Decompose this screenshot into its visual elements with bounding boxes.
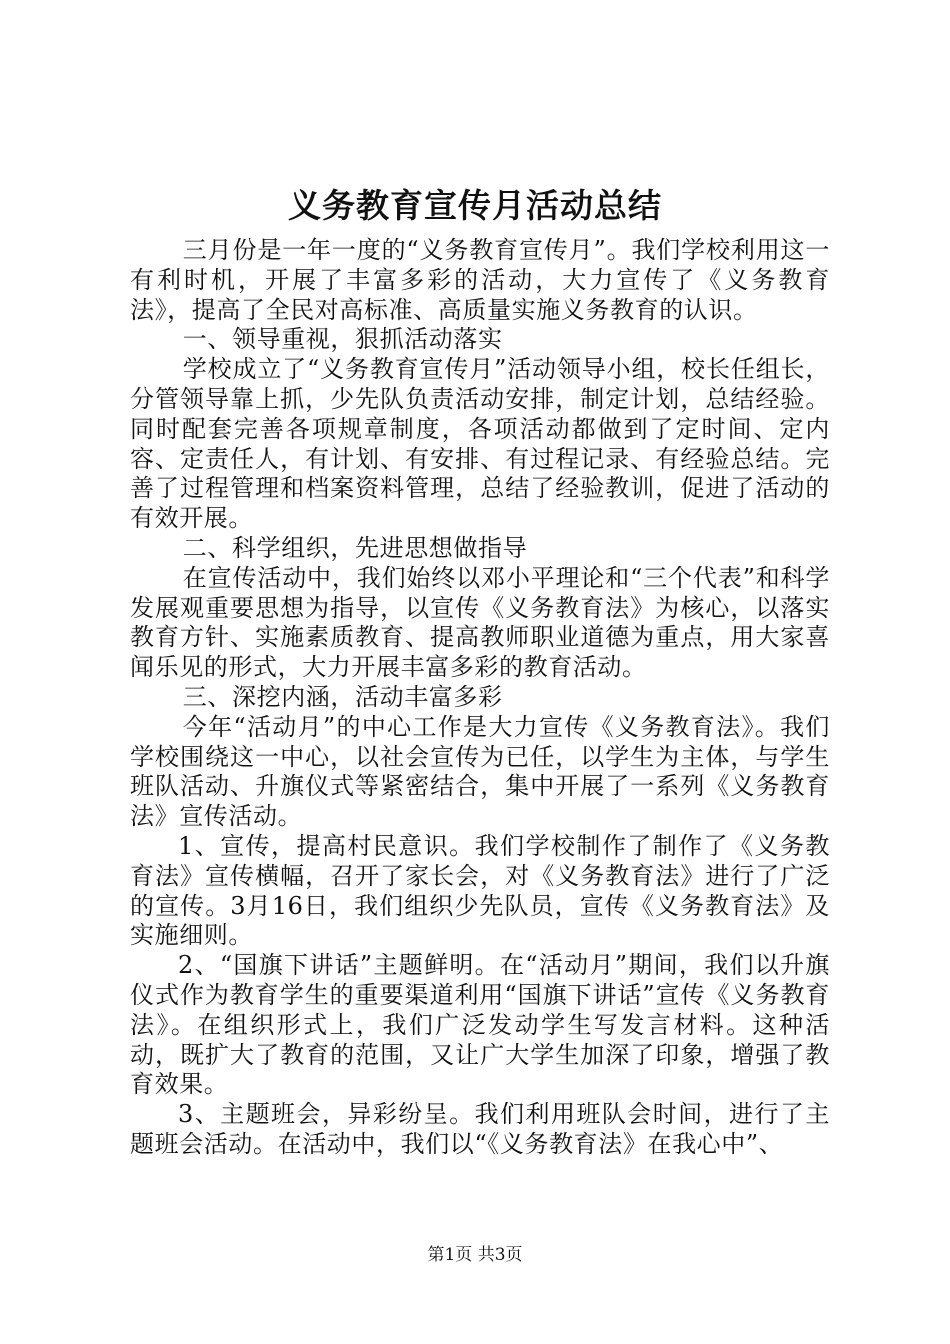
- section-heading-1: 一、领导重视，狠抓活动落实: [182, 325, 503, 354]
- page-number-footer: 第1页 共3页: [427, 1245, 523, 1265]
- item-3-paragraph: 3、主题班会，异彩纷呈。我们利用班队会时间，进行了主题班会活动。在活动中，我们以“《义务教育法》在我心中”、: [130, 1100, 830, 1158]
- section-3-paragraph: 今年“活动月”的中心工作是大力宣传《义务教育法》。我们学校围绕这一中心，以社会宣传为已任，以学生为主体，与学生班队活动、升旗仪式等紧密结合，集中开展了一系列《义务教育法》宣传活动。: [130, 712, 830, 831]
- section-2-paragraph: 在宣传活动中，我们始终以邓小平理论和“三个代表”和科学发展观重要思想为指导，以宣传《义务教育法》为核心，以落实教育方针、实施素质教育、提高教师职业道德为重点，用大家喜闻乐见的形式，大力开展丰富多彩的教育活动。: [130, 563, 830, 682]
- item-2-paragraph: 2、“国旗下讲话”主题鲜明。在“活动月”期间，我们以升旗仪式作为教育学生的重要渠道利用“国旗下讲话”宣传《义务教育法》。在组织形式上，我们广泛发动学生写发言材料。这种活动，既扩大了教育的范围，又让广大学生加深了印象，增强了教育效果。: [130, 951, 830, 1099]
- section-heading-3: 三、深挖内涵，活动丰富多彩: [182, 682, 503, 711]
- section-1-paragraph: 学校成立了“义务教育宣传月”活动领导小组，校长任组长，分管领导靠上抓，少先队负责活动安排，制定计划，总结经验。同时配套完善各项规章制度，各项活动都做到了定时间、定内容、定责任人，有计划、有安排、有过程记录、有经验总结。完善了过程管理和档案资料管理，总结了经验教训，促进了活动的有效开展。: [130, 355, 830, 533]
- intro-paragraph: 三月份是一年一度的“义务教育宣传月”。我们学校利用这一有利时机，开展了丰富多彩的活动，大力宣传了《义务教育法》，提高了全民对高标准、高质量实施义务教育的认识。: [130, 236, 830, 324]
- document-body: [130, 236, 830, 1160]
- document-title: 义务教育宣传月活动总结: [288, 186, 662, 225]
- item-1-paragraph: 1、宣传，提高村民意识。我们学校制作了制作了《义务教育法》宣传横幅，召开了家长会，对《义务教育法》进行了广泛的宣传。3月16日，我们组织少先队员，宣传《义务教育法》及实施细则。: [130, 831, 830, 950]
- section-heading-2: 二、科学组织，先进思想做指导: [182, 533, 528, 562]
